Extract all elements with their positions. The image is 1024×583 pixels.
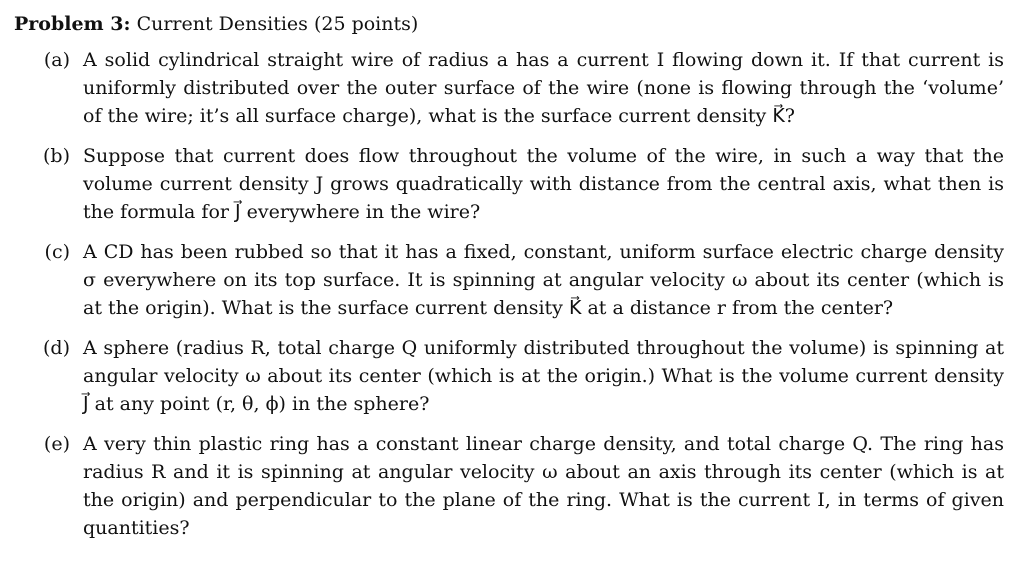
problem-part-a [14,46,1004,130]
part-text-line: σ everywhere on its top surface. It is spinning at angular velocity ω about its center (which is [83,269,1004,291]
problem-part-b [14,142,1004,226]
problem-part-c [14,238,1004,322]
part-text-line: A very thin plastic ring has a constant linear charge density, and total charge Q. The ring has [83,433,1004,455]
part-text-line: the formula for J⃗ everywhere in the wire? [83,201,481,223]
part-text-line: A solid cylindrical straight wire of radius a has a current I flowing down it. If that current is [83,49,1004,71]
problem-part-e [14,430,1004,542]
part-text-line: quantities? [83,517,190,539]
problem-parts-list [14,46,1004,542]
part-text-line: angular velocity ω about its center (which is at the origin.) What is the volume current density [83,365,1004,387]
part-text-line: volume current density J grows quadratically with distance from the central axis, what then is [83,173,1004,195]
part-label: (e) [43,433,70,455]
part-text-line: A CD has been rubbed so that it has a fixed, constant, uniform surface electric charge density [83,241,1004,263]
part-text-line: at the origin). What is the surface current density K⃗ at a distance r from the center? [83,297,894,319]
part-label: (c) [44,241,70,263]
problem-heading [14,10,1004,38]
part-text [70,46,1004,130]
part-text [70,238,1004,322]
part-text-line: of the wire; it’s all surface charge), what is the surface current density K⃗? [83,105,795,127]
problem-document [14,10,1004,554]
part-label: (a) [43,49,70,71]
part-text-line: Suppose that current does flow throughout the volume of the wire, in such a way that the [83,145,1004,167]
part-text-line: the origin) and perpendicular to the plane of the ring. What is the current I, in terms of given [83,489,1004,511]
problem-part-d [14,334,1004,418]
part-label: (b) [43,145,70,167]
part-text [70,430,1004,542]
part-text [70,142,1004,226]
problem-title: Current Densities (25 points) [136,13,419,35]
part-label: (d) [43,337,70,359]
part-text-line: uniformly distributed over the outer surface of the wire (none is flowing through the ‘volume’ [83,77,1004,99]
problem-label: Problem 3: [14,13,131,35]
part-text-line: radius R and it is spinning at angular velocity ω about an axis through its center (which is at [83,461,1004,483]
part-text-line: A sphere (radius R, total charge Q uniformly distributed throughout the volume) is spinning at [83,337,1004,359]
part-text-line: J⃗ at any point (r, θ, ϕ) in the sphere? [83,393,430,415]
part-text [70,334,1004,418]
